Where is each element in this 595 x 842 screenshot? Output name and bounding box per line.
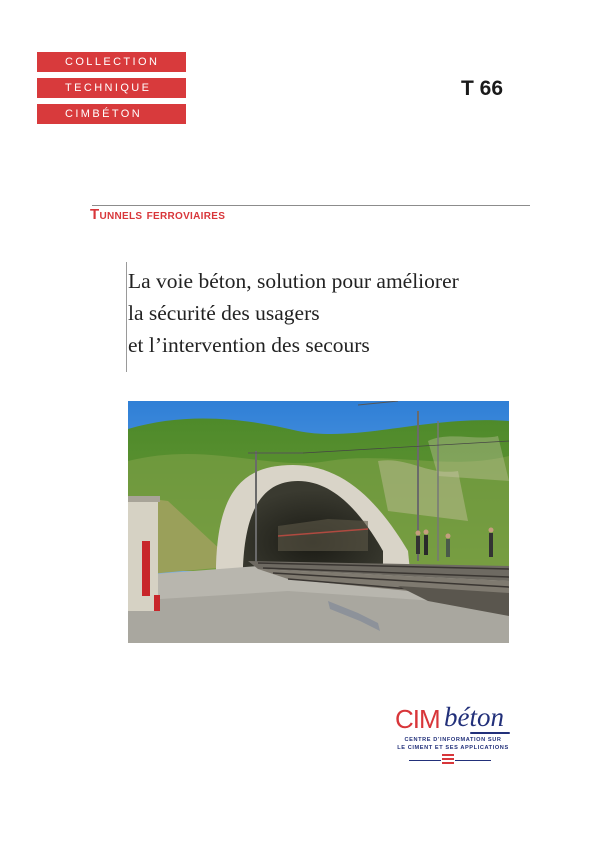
headline-accent-bar	[126, 262, 127, 372]
cimbeton-logo	[388, 704, 518, 774]
collection-label-2	[37, 78, 186, 98]
logo-tagline	[388, 736, 518, 752]
headline-line-1: La voie béton, solution pour améliorer	[128, 269, 459, 293]
collection-label-1	[37, 52, 186, 72]
logo-beton: béton	[444, 702, 504, 732]
collection-label-3	[37, 104, 186, 124]
logo-rule-left	[409, 760, 441, 761]
headline	[128, 265, 548, 361]
collection-text-1: COLLECTION	[65, 56, 160, 68]
logo-tagline-2: LE CIMENT ET SES APPLICATIONS	[397, 745, 509, 751]
section-title-rest: unnels ferroviaires	[99, 206, 226, 222]
headline-line-2: la sécurité des usagers	[128, 301, 320, 325]
section-title-initial: T	[90, 206, 100, 223]
collection-text-3: CIMBÉTON	[65, 108, 143, 120]
headline-line-3: et l’intervention des secours	[128, 333, 370, 357]
logo-tagline-1: CENTRE D’INFORMATION SUR	[404, 737, 502, 743]
collection-text-2: TECHNIQUE	[65, 82, 152, 94]
document-reference: T 66	[461, 77, 504, 100]
logo-bars-icon	[442, 754, 454, 766]
section-title	[90, 206, 225, 223]
logo-underline	[470, 732, 510, 734]
logo-cim: CIM	[395, 704, 440, 734]
tunnel-photo	[128, 401, 509, 643]
logo-rule-right	[455, 760, 491, 761]
